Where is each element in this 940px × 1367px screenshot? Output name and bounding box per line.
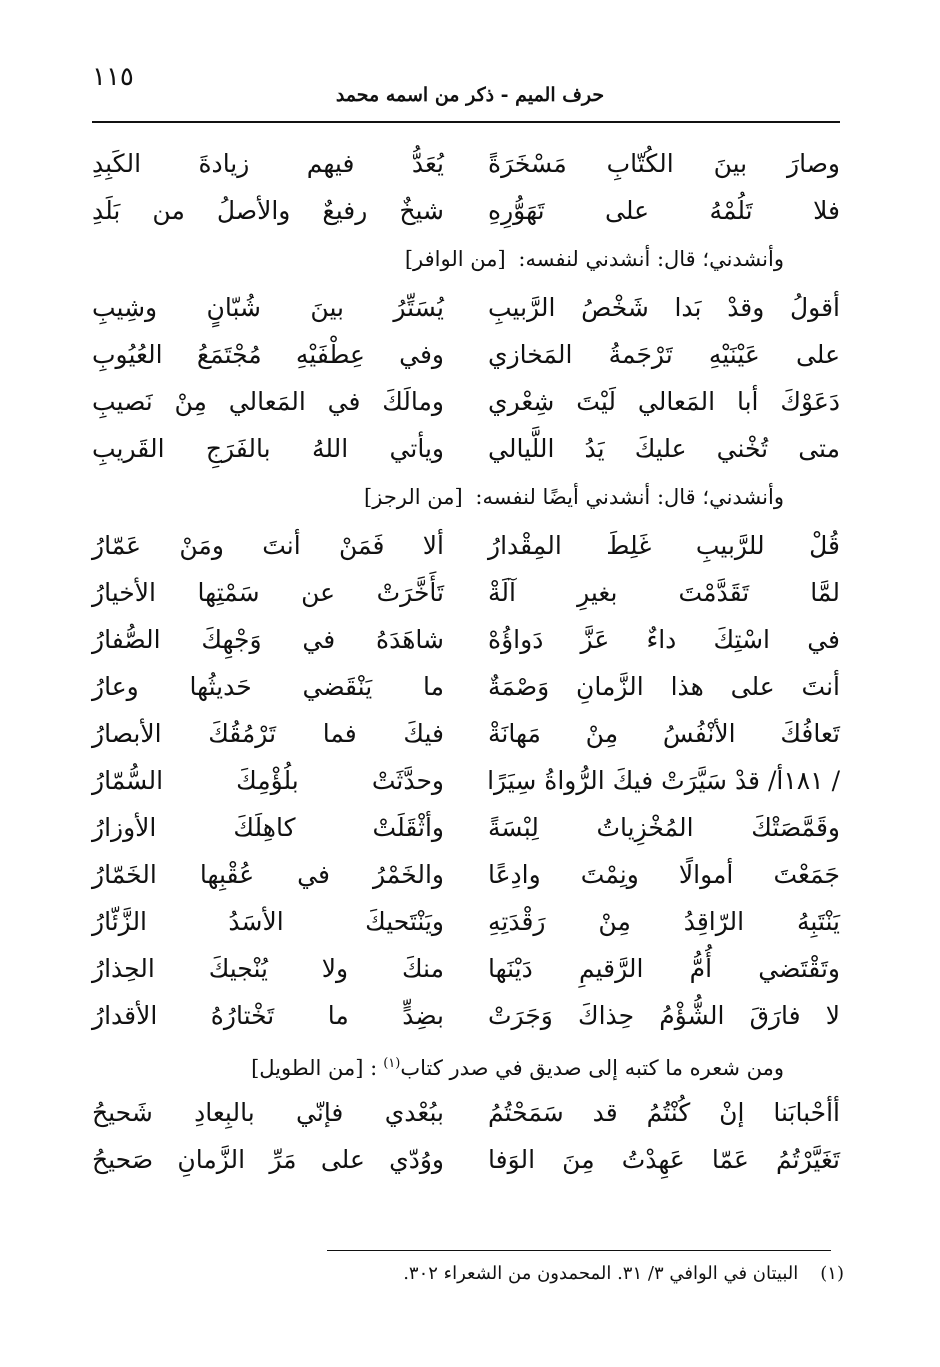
verse-ajz: ويَنْتَحيكَ الأسَدُ الزَّئّارُ: [92, 907, 444, 936]
verse-sadr: تَغَيَّرْتُمُ عَمّا عَهِدْتُ مِنَ الوَفا: [488, 1145, 840, 1174]
verse-sadr: تَعافُكَ الأنْفُسُ مِنْ مَهانَةْ: [488, 719, 840, 748]
verse-sadr: / ١٨١أ/ قدْ سَيَّرَتْ فيكَ الرُّواةُ سِيَرًا: [487, 766, 840, 795]
verse-sadr: على عَيْنَيْهِ تَرْجَمةُ المَخازي: [488, 340, 840, 369]
verse-line: [92, 616, 840, 663]
verse-sadr: دَعَوْكَ أبا المَعالي لَيْتَ شِعْري: [488, 387, 840, 416]
stanza-2: [92, 234, 840, 472]
verse-ajz: ويأتي اللهُ بالفَرَجِ القَريبِ: [92, 434, 444, 463]
verse-line: [92, 898, 840, 945]
verse-ajz: بضِدٍّ ما تَخْتارُهُ الأقدارُ: [92, 1001, 444, 1030]
verse-line: [92, 804, 840, 851]
verse-sadr: لمَّا تَقَدَّمْتَ بغيرِ آلَةْ: [488, 578, 840, 607]
verse-sadr: متى تُخْني عليكَ يَدُ اللَّيالي: [488, 434, 840, 463]
verse-ajz: فيكَ فما تَرْمُقُكَ الأبصارُ: [92, 719, 444, 748]
stanza-3: [92, 472, 840, 1039]
verse-line: [92, 187, 840, 234]
stanza-intro: [92, 472, 840, 522]
verse-ajz: وحدَّثَتْ بلُؤْمِكَ السُّمّارُ: [92, 766, 444, 795]
verse-ajz: شيخٌ رفيعٌ والأصلُ من بَلَدِ: [92, 196, 444, 225]
verse-line: [92, 378, 840, 425]
verse-line: [92, 851, 840, 898]
footnote-rule: [327, 1250, 831, 1251]
verse-sadr: أقولُ وقدْ بَدا شَخْصُ الرَّبيبِ: [488, 293, 840, 322]
verse-sadr: في اسْتِكَ داءٌ عَزَّ دَواؤُهْ: [488, 625, 840, 654]
stanza-intro: [92, 1039, 840, 1089]
intro-text: وأنشدني؛ قال: أنشدني لنفسه:: [518, 247, 784, 271]
verse-sadr: أنتَ على هذا الزَّمانِ وَصْمَةٌ: [488, 672, 840, 701]
meter-label: [من الوافر]: [404, 247, 506, 271]
verse-ajz: شاهَدَهُ في وَجْهِكَ الصُّفارُ: [92, 625, 444, 654]
meter-label: [من الرجز]: [364, 485, 463, 509]
verse-line: [92, 569, 840, 616]
verse-line: [92, 1089, 840, 1136]
verse-line: [92, 140, 840, 187]
verse-ajz: يُعَدُّ فيهم زيادةَ الكَبِدِ: [92, 149, 444, 178]
verse-sadr: أأحْبابَنا إنْ كُنْتُمُ قد سَمَحْتُمُ: [488, 1098, 840, 1127]
poem-content: [92, 140, 840, 1183]
footnote-number: (١): [820, 1263, 844, 1284]
footnote: [144, 1263, 844, 1284]
verse-ajz: وأثْقَلَتْ كاهِلَكَ الأوزارُ: [92, 813, 444, 842]
verse-sadr: وصارَ بينَ الكُتّابِ مَسْخَرَةً: [488, 149, 840, 178]
verse-sadr: قُلْ للرَّبيبِ غَلِطَ المِقْدارُ: [488, 531, 840, 560]
footnote-text: البيتان في الوافي ٣/ ٣١. المحمدون من الشعراء ٣٠٢.: [403, 1263, 799, 1284]
verse-ajz: وفي عِطْفَيْهِ مُجْتَمَعُ العُيُوبِ: [92, 340, 444, 369]
stanza-intro: [92, 234, 840, 284]
verse-sadr: وقَمَّصَتْكَ المُخْزِياتُ لِبْسَةً: [488, 813, 840, 842]
verse-line: [92, 710, 840, 757]
verse-line: [92, 284, 840, 331]
verse-line: [92, 992, 840, 1039]
running-title: حرف الميم - ذكر من اسمه محمد: [335, 84, 605, 106]
intro-text: وأنشدني؛ قال: أنشدني أيضًا لنفسه:: [475, 485, 784, 509]
meter-label: : [من الطويل]: [251, 1056, 378, 1080]
verse-sadr: فلا تَلُمْهُ على تَهَوُّرِهِ: [488, 196, 840, 225]
verse-ajz: ما يَنْقَضي حَديثُها وعارُ: [92, 672, 444, 701]
page-number: ١١٥: [92, 62, 134, 92]
verse-line: [92, 663, 840, 710]
verse-ajz: ووُدّي على مَرِّ الزَّمانِ صَحيحُ: [92, 1145, 444, 1174]
verse-sadr: لا فارَقَ الشُّؤْمُ حِذاكَ وَجَرَتْ: [488, 1001, 840, 1030]
verse-line: [92, 522, 840, 569]
verse-line: [92, 425, 840, 472]
verse-ajz: منكَ ولا يُنْجيكَ الحِذارُ: [92, 954, 444, 983]
verse-line: [92, 945, 840, 992]
verse-ajz: ببُعْدي فإنّي بالبِعادِ شَحيحُ: [92, 1098, 444, 1127]
verse-line: [92, 1136, 840, 1183]
header-rule: [92, 121, 840, 123]
verse-ajz: يُسَتِّرُ بينَ شُبّانٍ وشِيبِ: [92, 293, 444, 322]
footnote-reference[interactable]: (١): [383, 1056, 401, 1071]
stanza-1: [92, 140, 840, 234]
verse-ajz: والخَمْرُ في عُقْبِها الخَمّارُ: [92, 860, 444, 889]
verse-line: [92, 331, 840, 378]
verse-ajz: ومالَكَ في المَعالي مِنْ نَصيبِ: [92, 387, 444, 416]
verse-sadr: يَنْتَبِهُ الرّاقِدُ مِنْ رَقْدَتِهِ: [488, 907, 840, 936]
verse-sadr: جَمَعْتَ أموالًا ونِمْتَ وادِعًا: [488, 860, 840, 889]
intro-text: ومن شعره ما كتبه إلى صديق في صدر كتاب: [400, 1056, 784, 1080]
verse-ajz: تَأَخَّرَتْ عن سَمْتِها الأخيارُ: [92, 578, 444, 607]
stanza-4: [92, 1039, 840, 1183]
verse-line: [92, 757, 840, 804]
verse-sadr: وتَقْتَضي أُمُّ الرَّقيمِ دَيْنَها: [488, 954, 840, 983]
verse-ajz: ألا فَمَنْ أنتَ ومَنْ عَمّارُ: [92, 531, 444, 560]
